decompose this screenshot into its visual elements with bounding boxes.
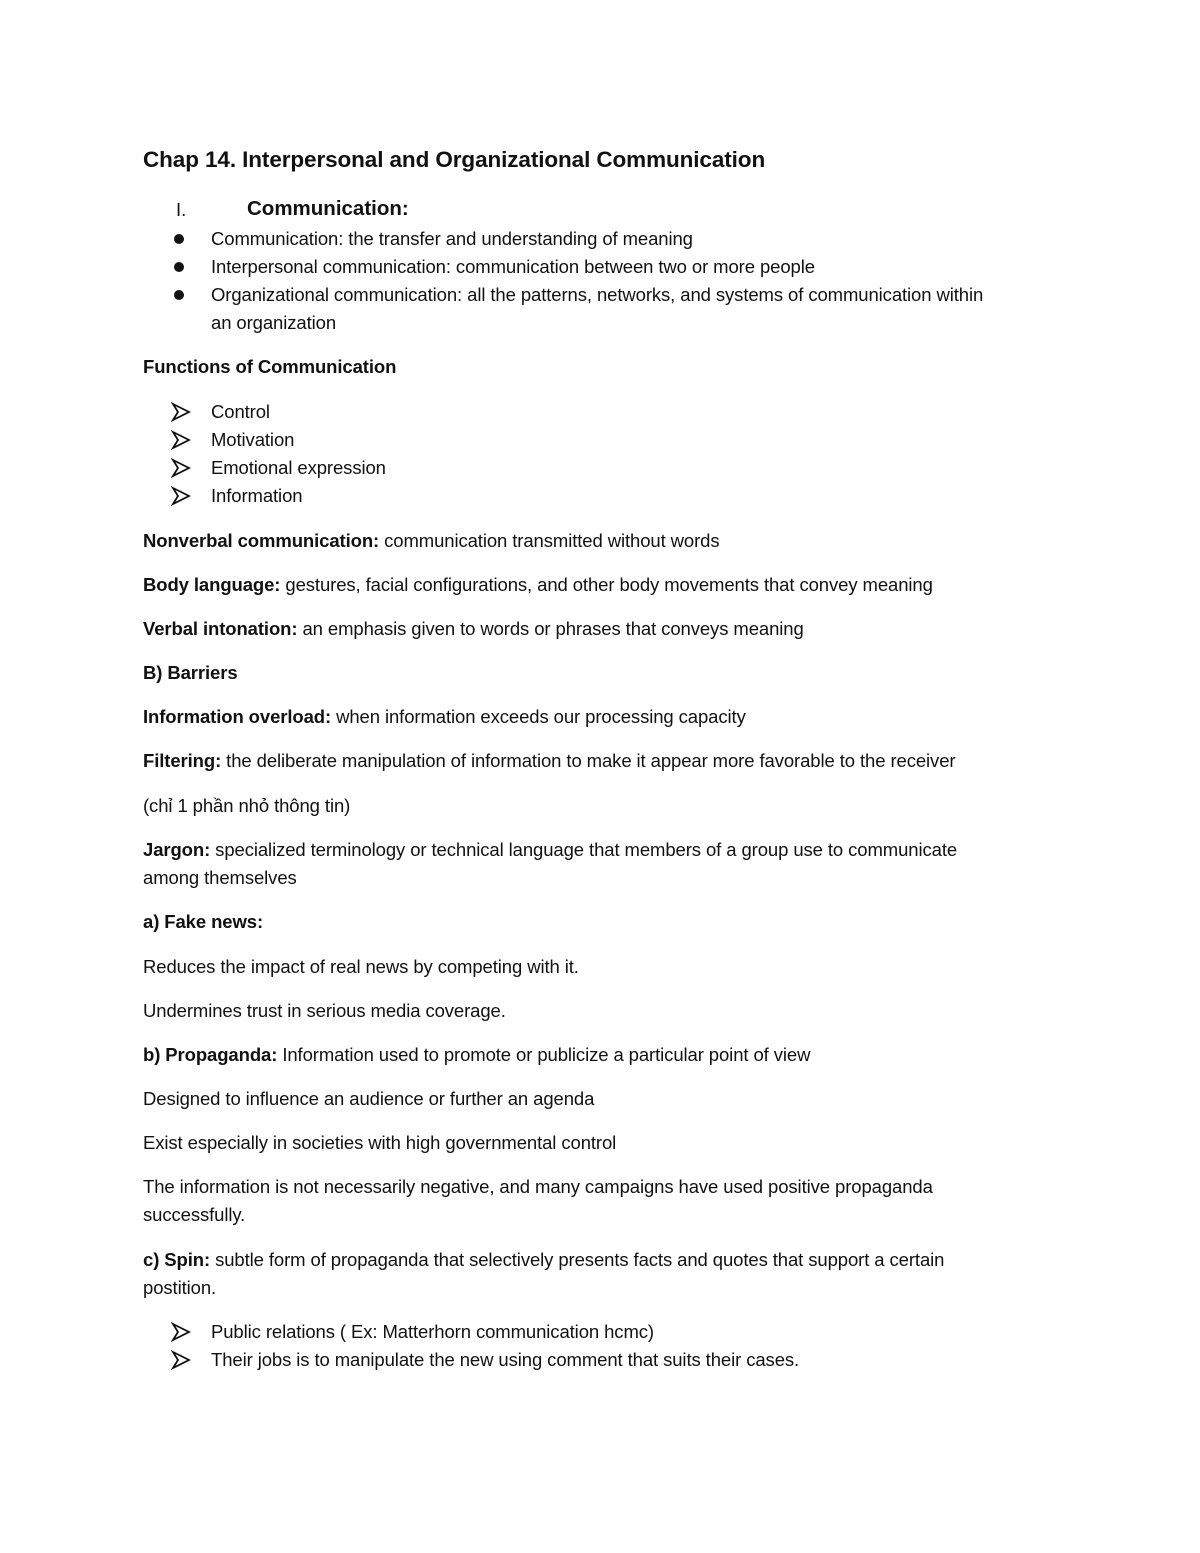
jargon-definition [143,838,957,862]
overload-text: when information exceeds our processing capacity [331,706,746,727]
bullet-dot [174,290,184,300]
spin-text-continuation: postition. [143,1277,217,1298]
body-language-definition [143,573,933,597]
propaganda-term: b) Propaganda: [143,1044,278,1065]
propaganda-definition [143,1043,810,1067]
arrow-bullet-icon [171,430,191,450]
overload-term: Information overload: [143,706,332,727]
bullet-item: Communication: the transfer and understanding of meaning [211,228,693,249]
filtering-term: Filtering: [143,750,222,771]
fake-news-line: Reduces the impact of real news by competing with it. [143,956,579,977]
propaganda-text: Information used to promote or publicize a particular point of view [277,1044,811,1065]
jargon-term: Jargon: [143,839,211,860]
propaganda-line-continuation: successfully. [143,1204,246,1225]
function-item: Emotional expression [211,457,386,478]
spin-definition [143,1248,944,1272]
nonverbal-term: Nonverbal communication: [143,530,380,551]
function-item: Motivation [211,429,295,450]
jargon-text: specialized terminology or technical language that members of a group use to communicate [210,839,958,860]
filtering-text: the deliberate manipulation of information to make it appear more favorable to the receiver [221,750,956,771]
verbal-intonation-text: an emphasis given to words or phrases that conveys meaning [297,618,804,639]
fake-news-heading: a) Fake news: [143,911,264,932]
arrow-bullet-icon [171,486,191,506]
section-heading: Communication: [247,197,409,220]
nonverbal-definition [143,529,720,553]
arrow-bullet-icon [171,1322,191,1342]
body-language-text: gestures, facial configurations, and other body movements that convey meaning [280,574,933,595]
verbal-intonation-term: Verbal intonation: [143,618,298,639]
bullet-dot [174,234,184,244]
arrow-bullet-icon [171,1350,191,1370]
fake-news-line: Undermines trust in serious media coverage. [143,1000,506,1021]
propaganda-line: Designed to influence an audience or further an agenda [143,1088,595,1109]
page-title: Chap 14. Interpersonal and Organizational Communication [143,147,766,172]
propaganda-line: The information is not necessarily negative, and many campaigns have used positive propaganda [143,1176,933,1197]
jargon-text-continuation: among themselves [143,867,297,888]
arrow-bullet-icon [171,458,191,478]
spin-item: Public relations ( Ex: Matterhorn communication hcmc) [211,1321,654,1342]
verbal-intonation-definition [143,617,804,641]
bullet-item: Interpersonal communication: communication between two or more people [211,256,815,277]
bullet-dot [174,262,184,272]
arrow-bullet-icon [171,402,191,422]
spin-term: c) Spin: [143,1249,211,1270]
body-language-term: Body language: [143,574,281,595]
spin-text: subtle form of propaganda that selectively presents facts and quotes that support a certain [210,1249,945,1270]
filtering-definition [143,749,955,773]
section-numeral: I. [176,199,187,220]
bullet-item: Organizational communication: all the patterns, networks, and systems of communication within [211,284,984,305]
bullet-item-continuation: an organization [211,312,337,333]
function-item: Control [211,401,270,422]
barriers-heading: B) Barriers [143,662,238,683]
function-item: Information [211,485,303,506]
functions-heading: Functions of Communication [143,356,397,377]
propaganda-line: Exist especially in societies with high governmental control [143,1132,617,1153]
nonverbal-text: communication transmitted without words [379,530,720,551]
filtering-note: (chỉ 1 phần nhỏ thông tin) [143,795,351,816]
overload-definition [143,705,746,729]
spin-item: Their jobs is to manipulate the new using comment that suits their cases. [211,1349,800,1370]
